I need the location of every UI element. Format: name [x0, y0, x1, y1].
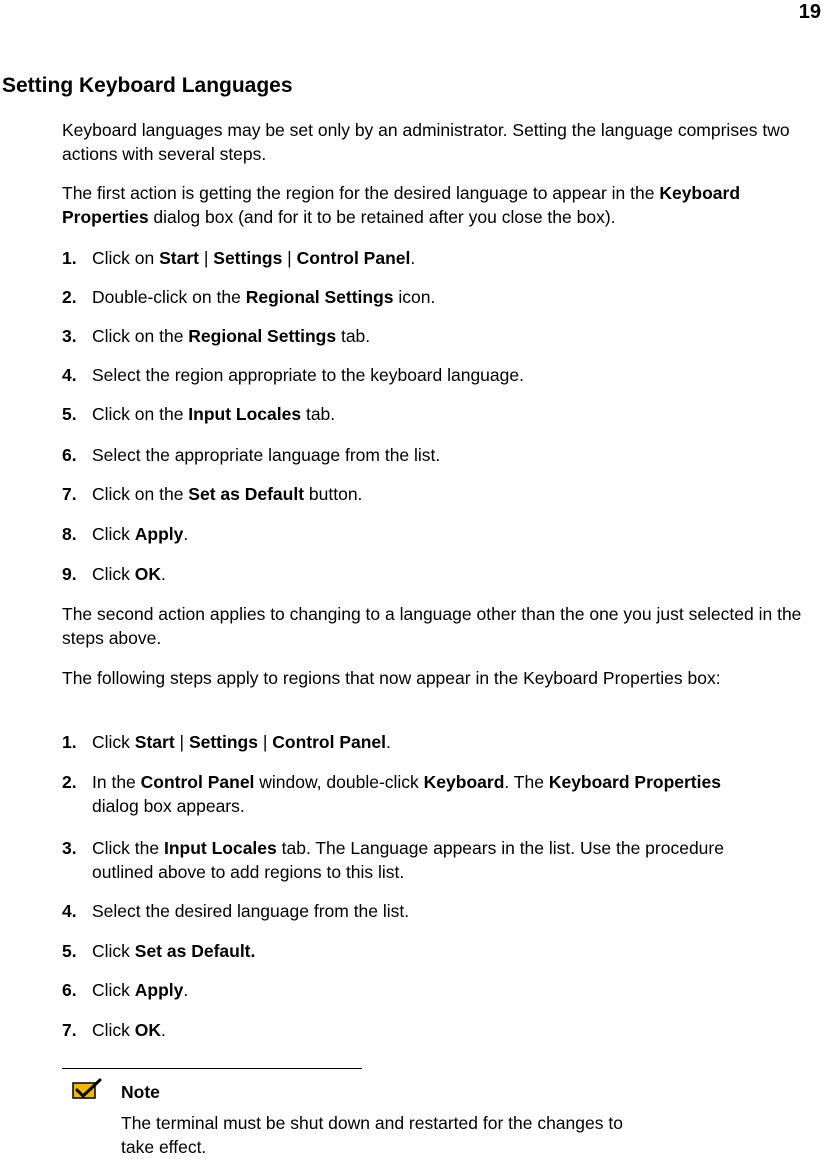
step-text: Click Set as Default. — [92, 941, 256, 961]
bold-term: OK — [134, 1020, 162, 1040]
intro-paragraph-1: Keyboard languages may be set only by an administrator. Setting the language comprises two actions with several steps. — [62, 120, 790, 164]
step-number: 4. — [62, 901, 77, 921]
note-text: The terminal must be shut down and restarted for the changes to take effect. — [121, 1113, 623, 1157]
bold-term: Set as Default. — [134, 941, 256, 961]
bold-term: Control Panel — [272, 732, 387, 752]
procedure2-step — [62, 730, 752, 754]
step-text: Click on Start | Settings | Control Panel. — [92, 248, 416, 268]
page-number: 19 — [798, 1, 821, 23]
procedure1-step — [62, 285, 752, 309]
bold-term: Start — [159, 248, 199, 268]
procedure1-step — [62, 482, 752, 506]
step-text: Double-click on the Regional Settings icon. — [92, 287, 436, 307]
procedure2-step — [62, 939, 752, 963]
step-text: Click on the Regional Settings tab. — [92, 326, 371, 346]
step-number: 7. — [62, 1020, 77, 1040]
step-text: Select the desired language from the list. — [92, 901, 410, 921]
middle-paragraph-2: The following steps apply to regions that now appear in the Keyboard Properties box: — [62, 668, 721, 688]
step-number: 3. — [62, 326, 77, 346]
step-text: Click OK. — [92, 564, 166, 584]
procedure1-step — [62, 246, 752, 270]
bold-term: OK — [134, 564, 162, 584]
step-number: 1. — [62, 248, 77, 268]
step-number: 6. — [62, 445, 77, 465]
procedure2-step — [62, 770, 752, 818]
intro-paragraph-2: The first action is getting the region for the desired language to appear in the Keyboard Properties dialog box (and for it to be retained after you close the box). — [62, 183, 741, 227]
bold-term: Apply — [134, 524, 184, 544]
step-text: Click Apply. — [92, 524, 189, 544]
step-text: Select the appropriate language from the list. — [92, 445, 441, 465]
bold-term: Control Panel — [140, 772, 255, 792]
bold-term: Regional Settings — [245, 287, 394, 307]
bold-term: Settings — [213, 248, 283, 268]
step-text: Click the Input Locales tab. The Language appears in the list. Use the procedure outlined above to add regions to this list. — [92, 838, 724, 882]
bold-term: Input Locales — [188, 404, 302, 424]
step-text: Click Apply. — [92, 980, 189, 1000]
step-number: 2. — [62, 772, 77, 792]
step-text: Click on the Set as Default button. — [92, 484, 363, 504]
note-divider — [62, 1068, 362, 1069]
step-number: 5. — [62, 404, 77, 424]
step-number: 7. — [62, 484, 77, 504]
procedure2-step — [62, 978, 752, 1002]
step-number: 5. — [62, 941, 77, 961]
procedure2-step — [62, 836, 752, 884]
middle-paragraph-1: The second action applies to changing to a language other than the one you just selected in the steps above. — [62, 604, 802, 648]
bold-term: Keyboard — [423, 772, 505, 792]
procedure2-step — [62, 1018, 752, 1042]
step-text: Click OK. — [92, 1020, 166, 1040]
step-text: In the Control Panel window, double-click Keyboard. The Keyboard Properties dialog box appears. — [92, 772, 721, 816]
step-text: Select the region appropriate to the keyboard language. — [92, 365, 524, 385]
bold-term: Apply — [134, 980, 184, 1000]
step-text: Click Start | Settings | Control Panel. — [92, 732, 391, 752]
bold-term: Control Panel — [296, 248, 411, 268]
step-number: 2. — [62, 287, 77, 307]
step-number: 4. — [62, 365, 77, 385]
step-number: 3. — [62, 838, 77, 858]
procedure1-step — [62, 363, 752, 387]
procedure1-step — [62, 522, 752, 546]
bold-term: Settings — [188, 732, 258, 752]
step-number: 6. — [62, 980, 77, 1000]
bold-term: Input Locales — [163, 838, 277, 858]
note-check-icon — [72, 1078, 102, 1100]
step-text: Click on the Input Locales tab. — [92, 404, 336, 424]
step-number: 9. — [62, 564, 77, 584]
page-title: Setting Keyboard Languages — [2, 74, 293, 97]
bold-term: Start — [134, 732, 175, 752]
bold-term: Keyboard Properties — [62, 183, 741, 227]
procedure1-step — [62, 562, 752, 586]
step-number: 8. — [62, 524, 77, 544]
procedure2-step — [62, 899, 752, 923]
bold-term: Keyboard Properties — [548, 772, 721, 792]
step-number: 1. — [62, 732, 77, 752]
bold-term: Regional Settings — [188, 326, 337, 346]
bold-term: Set as Default — [188, 484, 305, 504]
procedure1-step — [62, 402, 752, 426]
note-label: Note — [121, 1082, 160, 1102]
procedure1-step — [62, 324, 752, 348]
procedure1-step — [62, 443, 752, 467]
